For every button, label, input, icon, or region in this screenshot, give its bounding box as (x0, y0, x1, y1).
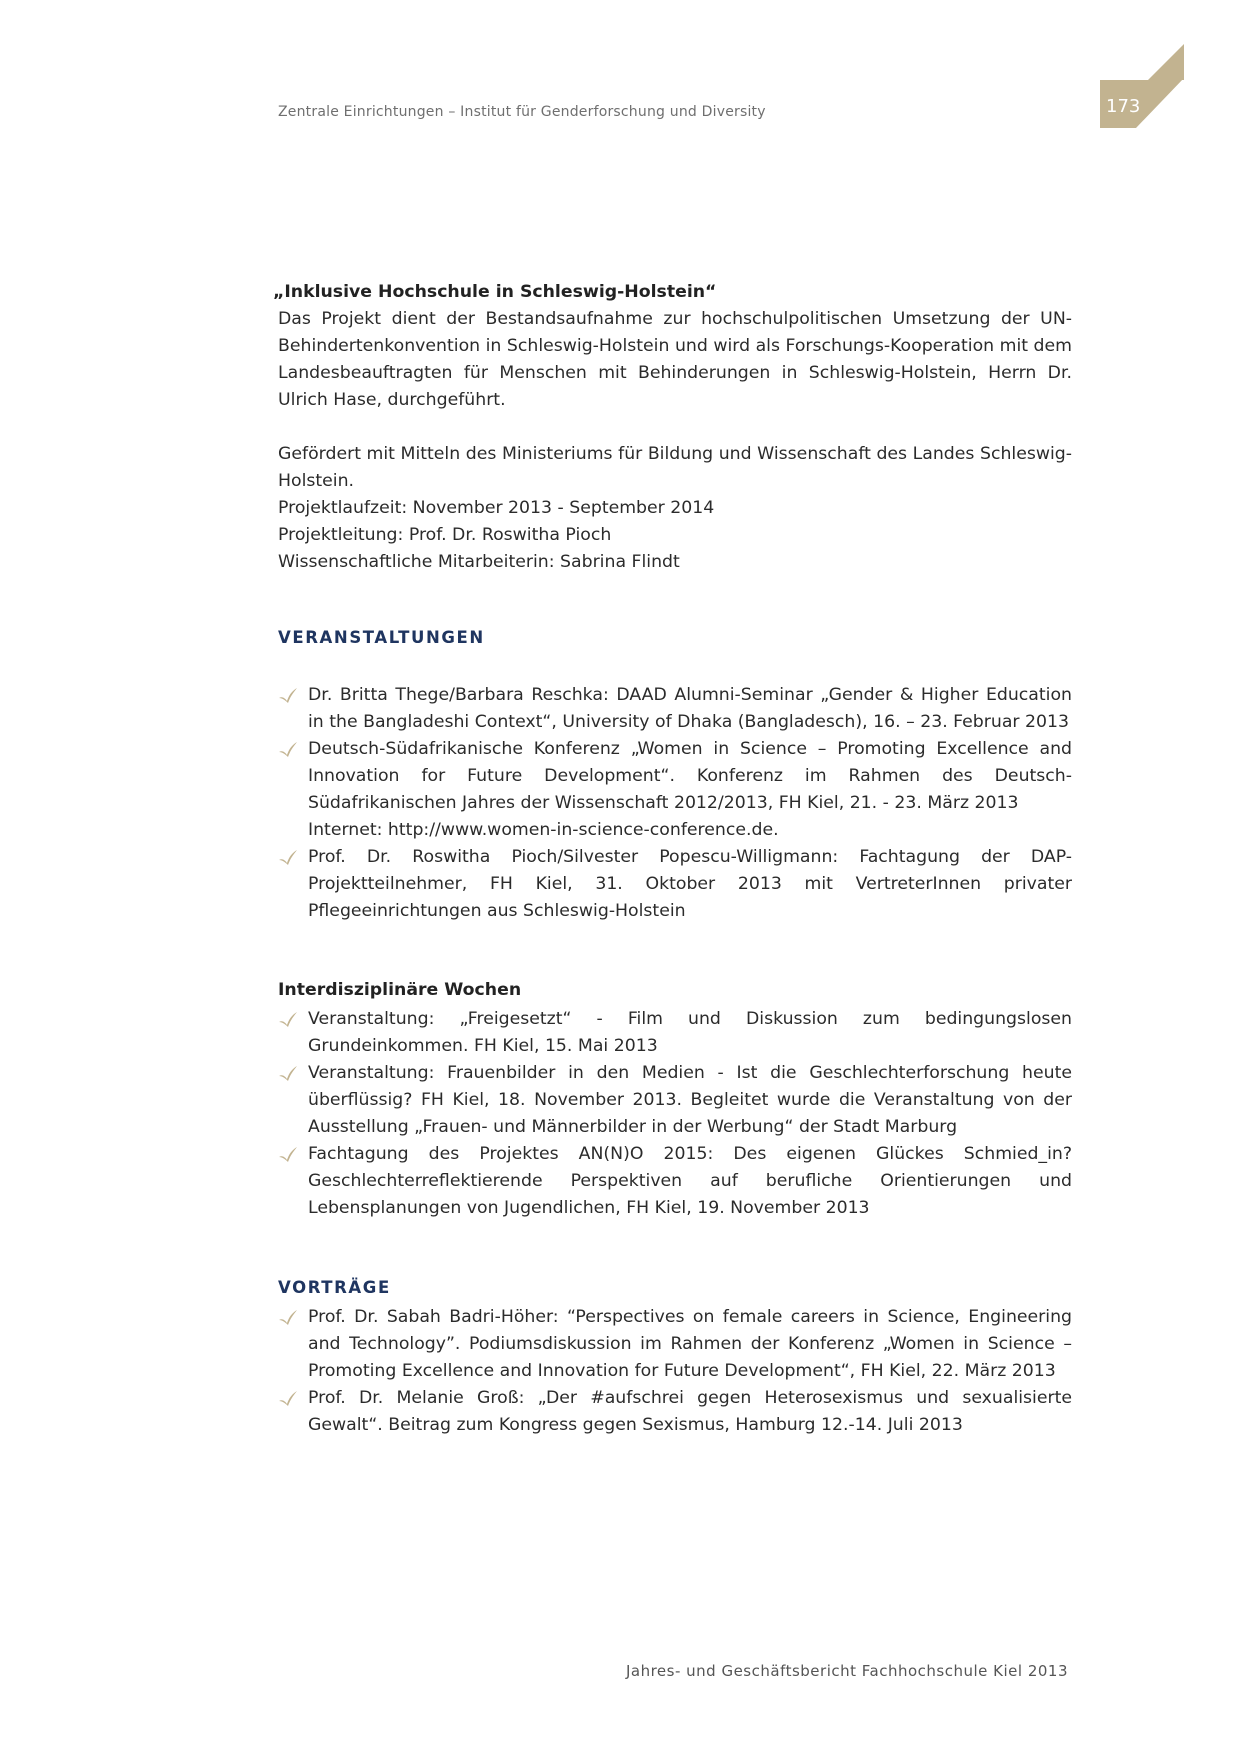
page-number: 173 (1106, 96, 1141, 117)
list-item-text: Deutsch-Südafrikanische Konferenz „Women in Science – Promoting Excellence and Innovation for Future Development“. Konferenz im Rahmen des Deutsch-Südafrikanischen Jahres der Wissenschaft 2012/2013, FH Kiel, 21. - 23. März 2013 (308, 739, 1072, 813)
checkmark-icon (279, 1390, 297, 1406)
interdisziplinaere-wochen-list (278, 1006, 1072, 1222)
list-item-text: Fachtagung des Projektes AN(N)O 2015: Des eigenen Glückes Schmied_in? Geschlechterreflektierende Perspektiven auf berufliche Orientierungen und Lebensplanungen von Jugendlichen, FH Kiel, 19. November 2013 (308, 1144, 1072, 1218)
list-item (278, 1385, 1072, 1439)
project-lead: Projektleitung: Prof. Dr. Roswitha Pioch (278, 525, 612, 545)
list-item-text: Prof. Dr. Roswitha Pioch/Silvester Popescu-Willigmann: Fachtagung der DAP-Projektteilnehmer, FH Kiel, 31. Oktober 2013 mit VertreterInnen privater Pflegeeinrichtungen aus Schleswig-Holstein (308, 847, 1072, 921)
page-footer: Jahres- und Geschäftsbericht Fachhochschule Kiel 2013 (625, 1662, 1068, 1680)
section-heading-vortraege: VORTRÄGE (278, 1278, 391, 1297)
running-header: Zentrale Einrichtungen – Institut für Genderforschung und Diversity (278, 104, 766, 120)
vortraege-list (278, 1304, 1072, 1439)
list-item-text: Dr. Britta Thege/Barbara Reschka: DAAD Alumni-Seminar „Gender & Higher Education in the Bangladeshi Context“, University of Dhaka (Bangladesch), 16. – 23. Februar 2013 (308, 685, 1072, 732)
list-item (278, 1006, 1072, 1060)
project-staff: Wissenschaftliche Mitarbeiterin: Sabrina Flindt (278, 552, 680, 572)
list-item-text: Veranstaltung: Frauenbilder in den Medien - Ist die Geschlechterforschung heute überflüssig? FH Kiel, 18. November 2013. Begleitet wurde die Veranstaltung von der Ausstellung „Frauen- und Männerbilder in der Werbung“ der Stadt Marburg (308, 1063, 1072, 1137)
subheading-interdisziplinaere-wochen: Interdisziplinäre Wochen (278, 980, 522, 1000)
veranstaltungen-list (278, 682, 1072, 925)
project-funding: Gefördert mit Mitteln des Ministeriums für Bildung und Wissenschaft des Landes Schleswig-Holstein. (278, 444, 1072, 491)
list-item-text: Veranstaltung: „Freigesetzt“ - Film und Diskussion zum bedingungslosen Grundeinkommen. FH Kiel, 15. Mai 2013 (308, 1009, 1072, 1056)
checkmark-icon (279, 741, 297, 757)
project-duration: Projektlaufzeit: November 2013 - September 2014 (278, 498, 715, 518)
list-item-text: Prof. Dr. Melanie Groß: „Der #aufschrei gegen Heterosexismus und sexualisierte Gewalt“. Beitrag zum Kongress gegen Sexismus, Hamburg 12.-14. Juli 2013 (308, 1388, 1072, 1435)
list-item (278, 1141, 1072, 1222)
list-item (278, 1060, 1072, 1141)
checkmark-icon (279, 1146, 297, 1162)
list-item (278, 1304, 1072, 1385)
list-item (278, 844, 1072, 925)
conference-website-link[interactable]: Internet: http://www.women-in-science-conference.de. (308, 820, 779, 840)
checkmark-icon (279, 1065, 297, 1081)
list-item (278, 682, 1072, 736)
list-item-text: Prof. Dr. Sabah Badri-Höher: “Perspectives on female careers in Science, Engineering and Technology”. Podiumsdiskussion im Rahmen der Konferenz „Women in Science – Promoting Excellence and Innovation for Future Development“, FH Kiel, 22. März 2013 (308, 1307, 1072, 1381)
project-description: Das Projekt dient der Bestandsaufnahme zur hochschulpolitischen Umsetzung der UN-Behindertenkonvention in Schleswig-Holstein und wird als Forschungs-Kooperation mit dem Landesbeauftragten für Menschen mit Behinderungen in Schleswig-Holstein, Herrn Dr. Ulrich Hase, durchgeführt. (278, 309, 1072, 410)
checkmark-icon (279, 849, 297, 865)
section-heading-veranstaltungen: VERANSTALTUNGEN (278, 628, 485, 647)
checkmark-icon (279, 1309, 297, 1325)
project-block (278, 306, 1072, 576)
checkmark-icon (279, 687, 297, 703)
list-item (278, 736, 1072, 844)
checkmark-icon (279, 1011, 297, 1027)
project-title: „Inklusive Hochschule in Schleswig-Holstein“ (273, 282, 717, 302)
